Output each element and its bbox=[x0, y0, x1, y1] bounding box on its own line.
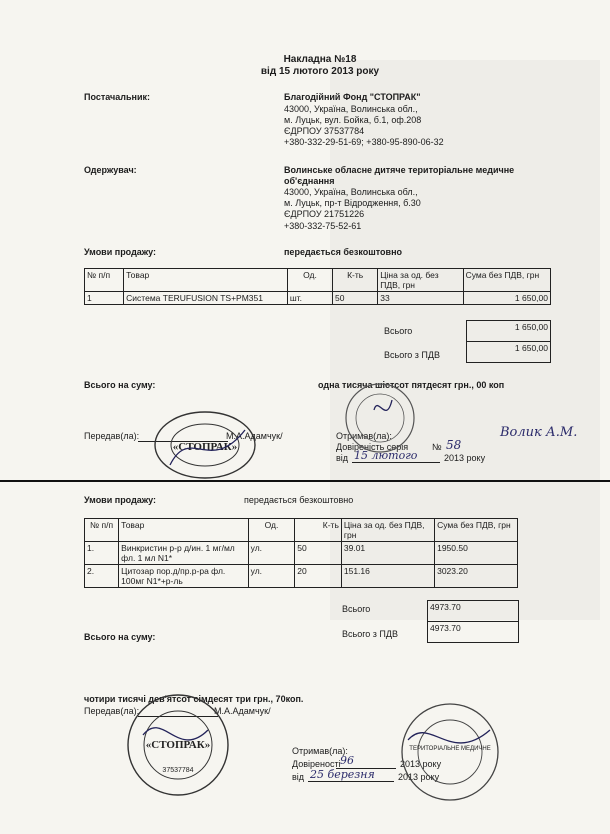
stamp-receiver bbox=[330, 380, 430, 460]
proxy-year: 2013 року bbox=[400, 759, 442, 769]
from-label: від bbox=[292, 772, 305, 782]
total-vat-value: 4973.70 bbox=[428, 622, 519, 643]
terms-value: передається безкоштовно bbox=[284, 247, 403, 257]
col-header: Товар bbox=[119, 519, 248, 542]
supplier-name: Благодійний Фонд "СТОПРАК" bbox=[284, 92, 421, 102]
cell-unit: ул. bbox=[248, 565, 295, 588]
col-header: Од. bbox=[287, 269, 332, 292]
col-header: Од. bbox=[248, 519, 295, 542]
cell-price: 33 bbox=[378, 292, 463, 305]
col-header: № п/п bbox=[85, 519, 119, 542]
total-value: 4973.70 bbox=[428, 601, 519, 622]
sum-label: Всього на суму: bbox=[84, 380, 156, 390]
col-header: Ціна за од. без ПДВ, грн bbox=[341, 519, 434, 542]
cell-sum: 1950.50 bbox=[435, 542, 518, 565]
date-underline bbox=[352, 462, 440, 463]
cell-sum: 3023.20 bbox=[435, 565, 518, 588]
svg-text:ТЕРИТОРІАЛЬНЕ МЕДИЧНЕ: ТЕРИТОРІАЛЬНЕ МЕДИЧНЕ bbox=[409, 746, 491, 752]
cell-unit: ул. bbox=[248, 542, 295, 565]
receiver-line: +380-332-75-52-61 bbox=[284, 221, 362, 231]
supplier-line: +380-332-29-51-69; +380-95-890-06-32 bbox=[284, 137, 444, 147]
cell-product: Винкристин р-р д/ин. 1 мг/мл фл. 1 мл N1* bbox=[119, 542, 248, 565]
total-value: 1 650,00 bbox=[467, 321, 551, 342]
cell-num: 1. bbox=[85, 542, 119, 565]
supplier-label: Постачальник: bbox=[84, 92, 150, 102]
stamp-stoprak bbox=[150, 405, 260, 485]
table-header-row bbox=[85, 269, 551, 292]
goods-table-2 bbox=[84, 518, 518, 588]
proxy-no-value: 58 bbox=[446, 438, 462, 452]
cell-num: 2. bbox=[85, 565, 119, 588]
proxy-value: 96 bbox=[340, 754, 354, 767]
proxy-no-label: № bbox=[432, 442, 442, 452]
receiver-name-cont: об'єднання bbox=[284, 176, 335, 186]
cell-qty: 20 bbox=[295, 565, 342, 588]
cell-qty: 50 bbox=[295, 542, 342, 565]
terms-label: Умови продажу: bbox=[84, 495, 157, 505]
receiver-name: Волинське обласне дитяче територіальне медичне bbox=[284, 165, 515, 175]
col-header: Сума без ПДВ, грн bbox=[463, 269, 550, 292]
sum-words: одна тисяча шістсот пятдесят грн., 00 коп bbox=[318, 380, 505, 390]
date-handwritten: 15 лютого bbox=[354, 449, 418, 462]
received-label: Отримав(ла): bbox=[336, 431, 392, 441]
table-row bbox=[85, 542, 518, 565]
cell-unit: шт. bbox=[287, 292, 332, 305]
from-label: від bbox=[336, 453, 349, 463]
date-handwritten: 25 березня bbox=[310, 768, 375, 781]
col-header: К-ть bbox=[295, 519, 342, 542]
cell-sum: 1 650,00 bbox=[463, 292, 550, 305]
sum-label: Всього на суму: bbox=[84, 632, 156, 642]
passed-name: М.А.Адамчук/ bbox=[226, 431, 283, 441]
col-header: Товар bbox=[124, 269, 288, 292]
year-label: 2013 року bbox=[398, 772, 440, 782]
date-underline bbox=[308, 781, 394, 782]
svg-text:37537784: 37537784 bbox=[162, 767, 194, 774]
totals-table-1 bbox=[466, 320, 551, 363]
svg-text:«СТОПРАК»: «СТОПРАК» bbox=[145, 739, 211, 751]
year-label: 2013 року bbox=[444, 453, 486, 463]
sum-words: чотири тисячі дев'ятсот сімдесят три грн., 70коп. bbox=[84, 694, 304, 704]
section-separator bbox=[0, 480, 610, 482]
svg-text:«СТОПРАК»: «СТОПРАК» bbox=[172, 441, 238, 453]
total-vat-value: 1 650,00 bbox=[467, 342, 551, 363]
total-vat-label: Всього з ПДВ bbox=[342, 629, 398, 639]
terms-value: передається безкоштовно bbox=[244, 495, 354, 505]
receiver-line: 43000, Україна, Волинська обл., bbox=[284, 187, 418, 197]
proxy-label: Довіреність серія bbox=[336, 442, 409, 452]
table-row bbox=[85, 565, 518, 588]
passed-label: Передав(ла): bbox=[84, 431, 140, 441]
stamp-stoprak-2 bbox=[118, 690, 238, 800]
cell-qty: 50 bbox=[333, 292, 378, 305]
received-label: Отримав(ла): bbox=[292, 746, 348, 756]
supplier-line: 43000, Україна, Волинська обл., bbox=[284, 104, 418, 114]
cell-price: 39.01 bbox=[341, 542, 434, 565]
receiver-label: Одержувач: bbox=[84, 165, 137, 175]
receiver-line: ЄДРПОУ 21751226 bbox=[284, 209, 365, 219]
cell-price: 151.16 bbox=[341, 565, 434, 588]
signature-right: Волик А.М. bbox=[500, 425, 578, 440]
col-header: № п/п bbox=[85, 269, 124, 292]
proxy-label: Довіреності bbox=[292, 759, 341, 769]
total-label: Всього bbox=[342, 604, 371, 614]
cell-product: Цитозар пор.д/пр.р-ра фл. 100мг N1*+р-ль bbox=[119, 565, 248, 588]
cell-product: Система TERUFUSION TS+PM351 bbox=[124, 292, 288, 305]
goods-table-1 bbox=[84, 268, 551, 305]
supplier-line: ЄДРПОУ 37537784 bbox=[284, 126, 365, 136]
col-header: К-ть bbox=[333, 269, 378, 292]
terms-label: Умови продажу: bbox=[84, 247, 157, 257]
table-header-row bbox=[85, 519, 518, 542]
invoice-date: від 15 лютого 2013 року bbox=[260, 66, 380, 77]
supplier-line: м. Луцьк, вул. Бойка, б.1, оф.208 bbox=[284, 115, 422, 125]
passed-name: М.А.Адамчук/ bbox=[214, 706, 271, 716]
cell-num: 1 bbox=[85, 292, 124, 305]
invoice-title: Накладна №18 bbox=[283, 54, 357, 65]
col-header: Ціна за од. без ПДВ, грн bbox=[378, 269, 463, 292]
stamp-receiver-2 bbox=[390, 700, 510, 810]
passed-label: Передав(ла): bbox=[84, 706, 140, 716]
total-label: Всього bbox=[384, 326, 413, 336]
col-header: Сума без ПДВ, грн bbox=[435, 519, 518, 542]
receiver-line: м. Луцьк, пр-т Відродження, б.30 bbox=[284, 198, 421, 208]
table-row bbox=[85, 292, 551, 305]
total-vat-label: Всього з ПДВ bbox=[384, 350, 440, 360]
totals-table-2 bbox=[427, 600, 519, 643]
